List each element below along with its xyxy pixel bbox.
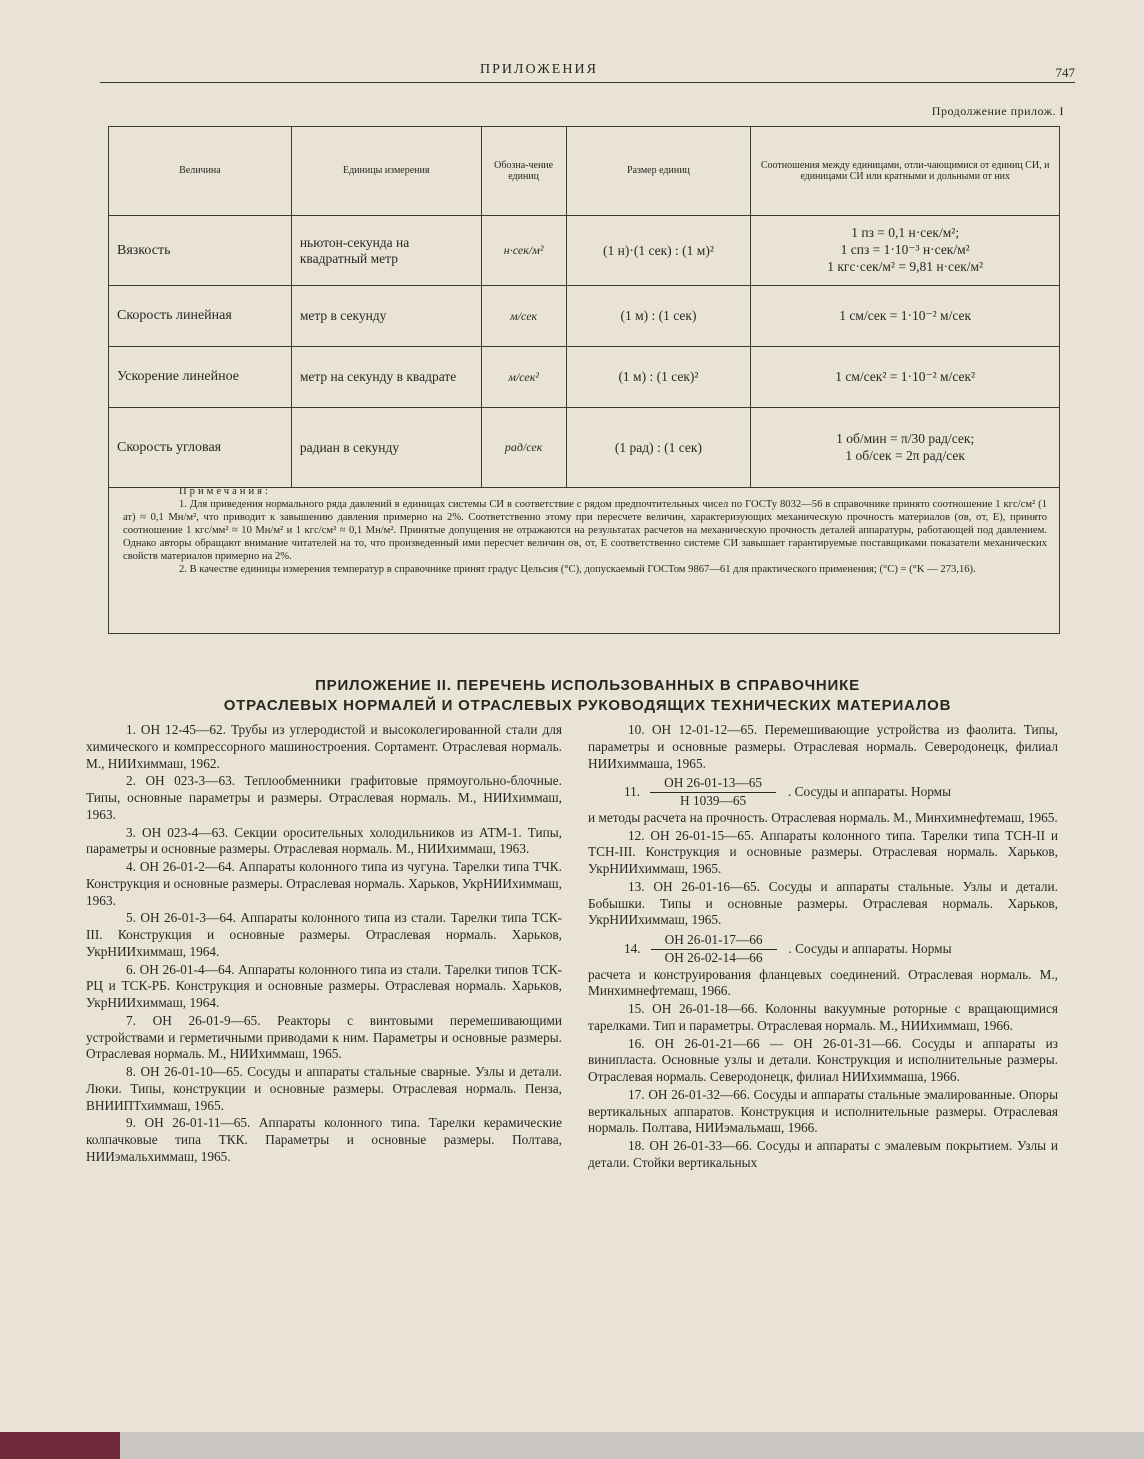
fraction [651, 932, 777, 967]
cell-symbol: рад/сек [481, 408, 566, 488]
table-header-row [109, 127, 1060, 216]
relation-line: 1 см/сек² = 1·10⁻² м/сек² [835, 368, 976, 384]
list-item: 3. ОН 023-4—63. Секции оросительных холодильников из АТМ-1. Типы, параметры и основные размеры. Отраслевая нормаль. М., НИИхиммаш, 1963. [86, 824, 562, 857]
fraction [650, 775, 776, 810]
cell-relation [751, 216, 1060, 286]
list-item: 9. ОН 26-01-11—65. Аппараты колонного типа. Тарелки керамические колпачковые типа ТКК. Параметры и основные размеры. Полтава, НИИэмальхиммаш, 1965. [86, 1115, 562, 1164]
item-continuation: расчета и конструирования фланцевых соединений. Отраслевая нормаль. М., Минхимнефтемаш, 1966. [588, 966, 1058, 999]
relation-line: 1 см/сек = 1·10⁻² м/сек [839, 307, 972, 323]
header-relation: Соотношения между единицами, отли-чающимися от единиц СИ, и единицами СИ или кратными и дольными от них [751, 127, 1060, 216]
page-bottom-edge-light [120, 1432, 1144, 1459]
right-column [588, 722, 1058, 1173]
list-item: 13. ОН 26-01-16—65. Сосуды и аппараты стальные. Узлы и детали. Бобышки. Типы и основные размеры. Отраслевая нормаль. Харьков, УкрНИИхиммаш, 1965. [588, 878, 1058, 928]
list-item: 12. ОН 26-01-15—65. Аппараты колонного типа. Тарелки типа ТСН-II и ТСН-III. Конструкция и основные размеры. Отраслевая нормаль. Харьков, УкрНИИхиммаш, 1965. [588, 827, 1058, 876]
left-column [86, 722, 562, 1167]
cell-symbol: м/сек² [481, 347, 566, 408]
item-number: 11. [624, 784, 641, 800]
fraction-denominator: ОН 26-02-14—66 [664, 949, 763, 965]
running-header [100, 62, 1075, 84]
cell-size: (1 м) : (1 сек)² [566, 347, 751, 408]
list-item-fraction [588, 932, 1058, 967]
appendix-title [100, 676, 1075, 715]
item-number: 14. [624, 940, 641, 956]
cell-unit: радиан в секунду [291, 408, 481, 488]
fraction-denominator: Н 1039—65 [680, 793, 747, 808]
running-title: ПРИЛОЖЕНИЯ [480, 62, 598, 77]
cell-quantity: Скорость линейная [109, 286, 292, 347]
cell-quantity: Вязкость [109, 216, 292, 286]
cell-size: (1 м) : (1 сек) [566, 286, 751, 347]
notes-heading: Примечания: [179, 486, 271, 497]
page-number: 747 [1055, 65, 1075, 80]
si-units-table [108, 126, 1060, 488]
list-item: 10. ОН 12-01-12—65. Перемешивающие устройства из фаолита. Типы, параметры и основные размеры. Отраслевая нормаль. Северодонецк, филиал НИИхиммаша, 1965. [588, 722, 1058, 771]
note-item: 1. Для приведения нормального ряда давлений в единицах системы СИ в соответствие с рядом предпочтительных чисел по ГОСТу 8032—56 в справочнике принято соотношение 1 кгс/см² (1 ат) ≈ 0,1 Мн/м², что приводит к завышению давления примерно на 2%. Соответственно этому при пересчете величин, характеризующих механическую прочность материалов (σв, σт, E), принято соотношение 1 кгс/мм² ≈ 10 Мн/м² и 1 кгс/см² ≈ 0,1 Мн/м². Принятые допущения не отражаются на результатах расчетов на механическую прочность деталей аппаратуры, работающей под давлением. Однако авторы обращают внимание читателей на то, что произведенный ими пересчет величин σв, σт, E соответственно системе СИ завышает гарантируемые поставщиками показатели механических свойств материалов примерно на 2%. [123, 498, 1047, 562]
cell-unit: метр в секунду [291, 286, 481, 347]
page-bottom-edge [0, 1432, 1144, 1459]
cell-size: (1 рад) : (1 сек) [566, 408, 751, 488]
list-item: 6. ОН 26-01-4—64. Аппараты колонного типа из стали. Тарелки типов ТСК-РЦ и ТСК-РБ. Конструкция и основные размеры. Отраслевая нормаль. Харьков, УкрНИИхиммаш, 1964. [86, 961, 562, 1010]
fraction-numerator: ОН 26-01-13—65 [650, 775, 776, 793]
list-item: 15. ОН 26-01-18—66. Колонны вакуумные роторные с вращающимися тарелками. Тип и параметры. Отраслевая нормаль. М., НИИхиммаш, 1966. [588, 1001, 1058, 1033]
cell-symbol: н·сек/м² [481, 216, 566, 286]
relation-line: 1 об/мин = π/30 рад/сек; [836, 430, 975, 446]
table-row [109, 216, 1060, 286]
relation-line: 1 пз = 0,1 н·сек/м²; [851, 225, 960, 241]
list-item: 17. ОН 26-01-32—66. Сосуды и аппараты стальные эмалированные. Опоры вертикальных аппаратов. Конструкция и исполнительные размеры. Отраслевая нормаль. Полтава, НИИэмальмаш, 1966. [588, 1086, 1058, 1136]
relation-line: 1 кгс·сек/м² = 9,81 н·сек/м² [827, 258, 984, 274]
note-item: 2. В качестве единицы измерения температур в справочнике принят градус Цельсия (°C), допускаемый ГОСТом 9867—61 для практического применения; (°C) = (°K — 273,16). [179, 563, 976, 575]
cell-size: (1 н)·(1 сек) : (1 м)² [566, 216, 751, 286]
header-rule [100, 82, 1075, 83]
list-item: 7. ОН 26-01-9—65. Реакторы с винтовыми перемешивающими устройствами и герметичными приводами к ним. Параметры и основные размеры. Отраслевая нормаль. М., НИИхиммаш, 1965. [86, 1012, 562, 1062]
table-row [109, 408, 1060, 488]
item-text: . Сосуды и аппараты. Нормы [788, 784, 952, 800]
list-item: 8. ОН 26-01-10—65. Сосуды и аппараты стальные сварные. Узлы и детали. Люки. Типы, конструкции и основные размеры. Отраслевая нормаль. Пенза, ВНИИПТхиммаш, 1965. [86, 1064, 562, 1113]
list-item: 2. ОН 023-3—63. Теплообменники графитовые прямоугольно-блочные. Типы, основные параметры и размеры. Отраслевая нормаль. М., НИИхиммаш, 1963. [86, 773, 562, 822]
list-item: 18. ОН 26-01-33—66. Сосуды и аппараты с эмалевым покрытием. Узлы и детали. Стойки вертикальных [588, 1138, 1058, 1170]
list-item: 5. ОН 26-01-3—64. Аппараты колонного типа из стали. Тарелки типа ТСК-III. Конструкция и основные размеры. Отраслевая нормаль. Харьков, УкрНИИхиммаш, 1964. [86, 910, 562, 959]
cell-relation [751, 408, 1060, 488]
list-item: 16. ОН 26-01-21—66 — ОН 26-01-31—66. Сосуды и аппараты из винипласта. Основные узлы и детали. Конструкция и исполнительные размеры. Отраслевая нормаль. Северодонецк, филиал НИИхиммаша, 1966. [588, 1035, 1058, 1084]
item-continuation: и методы расчета на прочность. Отраслевая нормаль. М., Минхимнефтемаш, 1965. [588, 809, 1058, 825]
fraction-numerator: ОН 26-01-17—66 [651, 932, 777, 950]
cell-quantity: Скорость угловая [109, 408, 292, 488]
header-unit: Единицы измерения [291, 127, 481, 216]
header-symbol: Обозна-чение единиц [481, 127, 566, 216]
cell-relation [751, 286, 1060, 347]
table-row [109, 347, 1060, 408]
cell-symbol: м/сек [481, 286, 566, 347]
cell-quantity: Ускорение линейное [109, 347, 292, 408]
cell-unit: ньютон-секунда на квадратный метр [291, 216, 481, 286]
relation-line: 1 спз = 1·10⁻³ н·сек/м² [840, 242, 970, 258]
appendix-title-line: ПРИЛОЖЕНИЕ II. ПЕРЕЧЕНЬ ИСПОЛЬЗОВАННЫХ В СПРАВОЧНИКЕ [315, 677, 860, 694]
appendix-title-line: ОТРАСЛЕВЫХ НОРМАЛЕЙ И ОТРАСЛЕВЫХ РУКОВОДЯЩИХ ТЕХНИЧЕСКИХ МАТЕРИАЛОВ [223, 696, 952, 714]
relation-line: 1 об/сек = 2π рад/сек [845, 447, 965, 463]
header-quantity: Величина [109, 127, 292, 216]
header-size: Размер единиц [566, 127, 751, 216]
item-text: . Сосуды и аппараты. Нормы [788, 940, 952, 956]
list-item: 4. ОН 26-01-2—64. Аппараты колонного типа из чугуна. Тарелки типа ТЧК. Конструкция и основные размеры. Отраслевая нормаль. Харьков, УкрНИИхиммаш, 1963. [86, 859, 562, 908]
table-notes [108, 482, 1060, 634]
cell-relation [751, 347, 1060, 408]
continuation-label: Продолжение прилож. I [931, 104, 1064, 118]
table-row [109, 286, 1060, 347]
cell-unit: метр на секунду в квадрате [291, 347, 481, 408]
list-item: 1. ОН 12-45—62. Трубы из углеродистой и высоколегированной стали для химического и компрессорного машиностроения. Сортамент. Отраслевая нормаль. М., НИИхиммаш, 1962. [86, 722, 562, 771]
list-item-fraction [588, 775, 1058, 810]
